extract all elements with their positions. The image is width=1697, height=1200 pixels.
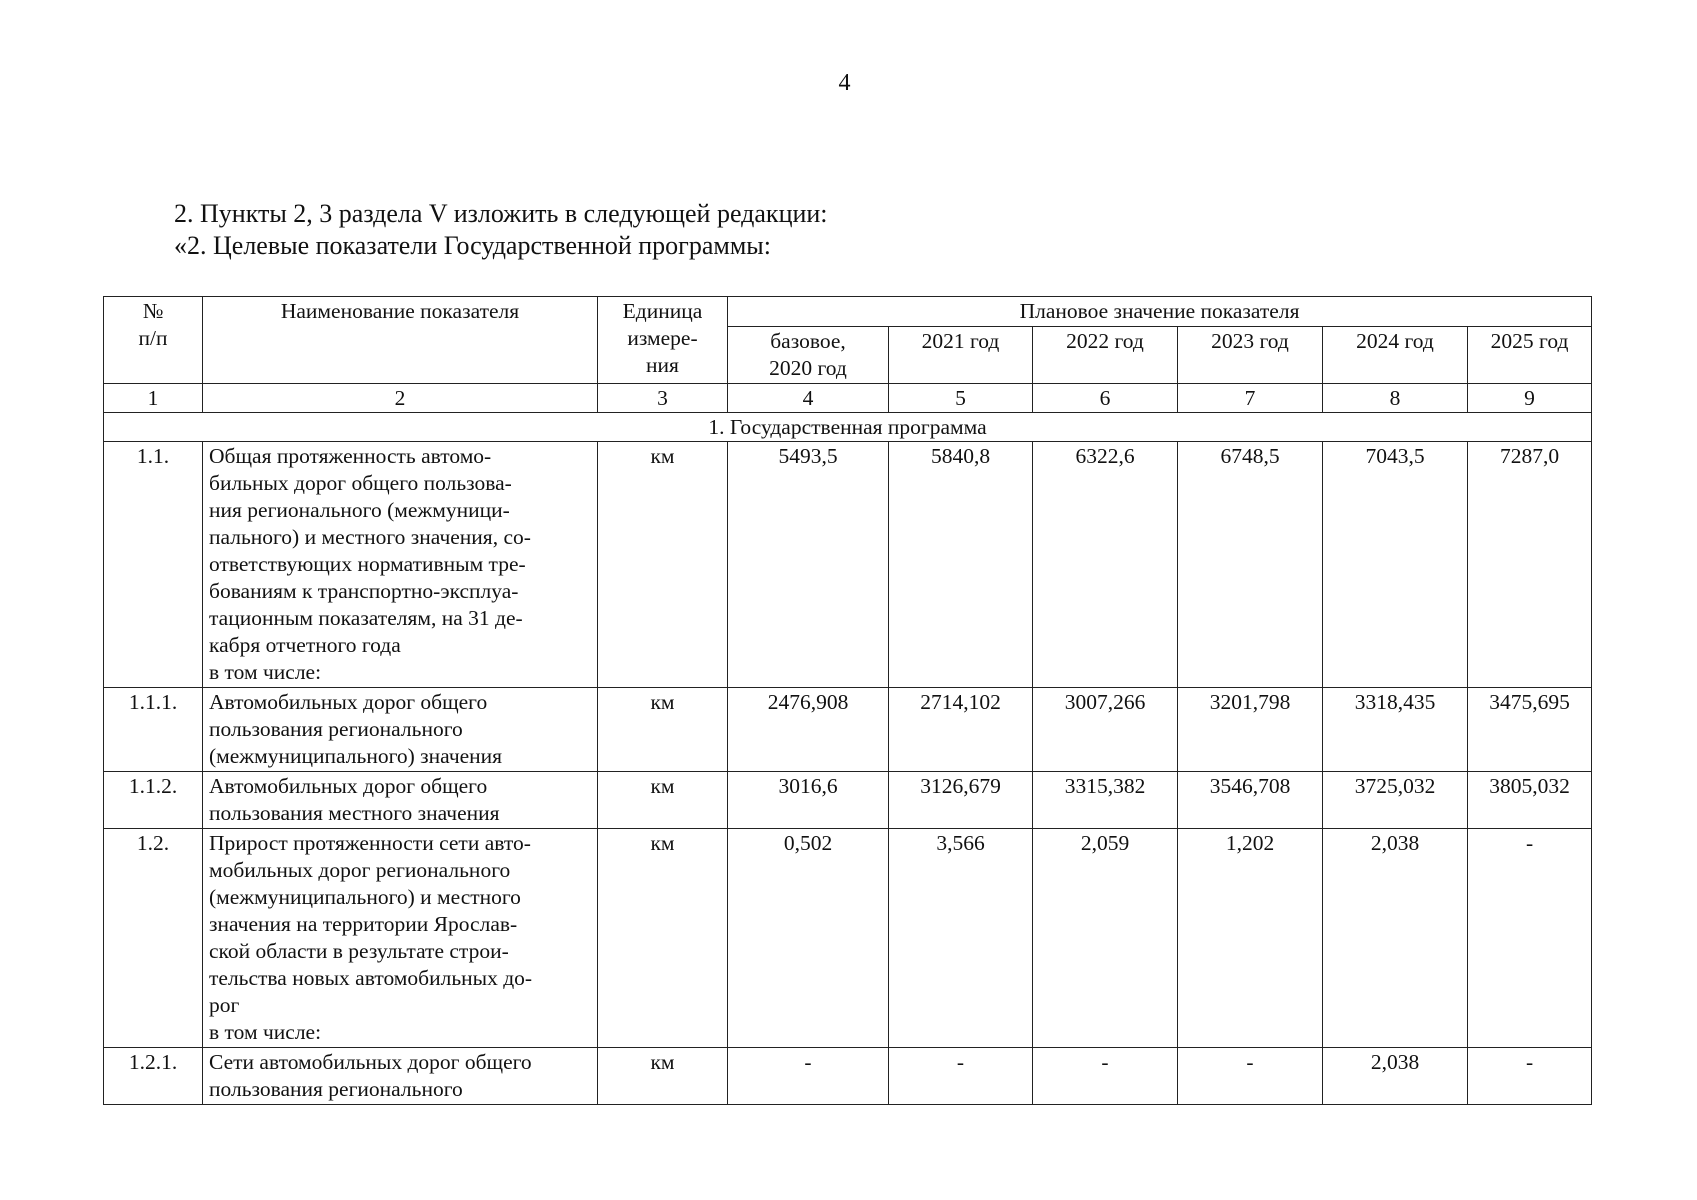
row-number: 1.1.2. [104, 772, 203, 829]
header-unit: Единица измере- ния [598, 297, 728, 384]
unit-of-measure: км [598, 688, 728, 772]
table-row [104, 829, 1592, 1048]
header-year-6: 2022 год [1033, 327, 1178, 384]
unit-of-measure: км [598, 1048, 728, 1105]
plan-value-5: 3,566 [889, 829, 1033, 1048]
column-number-4: 4 [728, 384, 889, 413]
column-number-row [104, 384, 1592, 413]
plan-value-4: 5493,5 [728, 442, 889, 688]
intro-text [174, 198, 828, 262]
plan-value-9: 7287,0 [1468, 442, 1592, 688]
column-number-2: 2 [203, 384, 598, 413]
plan-value-4: 3016,6 [728, 772, 889, 829]
header-year-5: 2021 год [889, 327, 1033, 384]
header-year-4: базовое, 2020 год [728, 327, 889, 384]
plan-value-4: 2476,908 [728, 688, 889, 772]
plan-value-9: 3475,695 [1468, 688, 1592, 772]
column-number-1: 1 [104, 384, 203, 413]
section-row [104, 413, 1592, 442]
plan-value-6: 2,059 [1033, 829, 1178, 1048]
table-row [104, 688, 1592, 772]
indicator-name: Автомобильных дорог общего пользования местного значения [203, 772, 598, 829]
header-row-1 [104, 297, 1592, 327]
plan-value-7: 1,202 [1178, 829, 1323, 1048]
intro-line-1: 2. Пункты 2, 3 раздела V изложить в следующей редакции: [174, 199, 828, 228]
row-number: 1.2. [104, 829, 203, 1048]
header-name: Наименование показателя [203, 297, 598, 384]
plan-value-9: 3805,032 [1468, 772, 1592, 829]
plan-value-9: - [1468, 1048, 1592, 1105]
plan-value-5: - [889, 1048, 1033, 1105]
column-number-5: 5 [889, 384, 1033, 413]
plan-value-8: 2,038 [1323, 1048, 1468, 1105]
indicator-name: Автомобильных дорог общего пользования регионального (межмуниципального) значения [203, 688, 598, 772]
indicator-name: Прирост протяженности сети авто- мобильных дорог регионального (межмуниципального) и местного значения на территории Ярослав- ской области в результате строи- тельства новых автомобильных до- рог в том числе: [203, 829, 598, 1048]
indicators-table [103, 296, 1592, 1105]
row-number: 1.2.1. [104, 1048, 203, 1105]
indicator-name: Сети автомобильных дорог общего пользования регионального [203, 1048, 598, 1105]
page-number: 4 [838, 70, 851, 96]
plan-value-8: 7043,5 [1323, 442, 1468, 688]
indicator-name: Общая протяженность автомо- бильных дорог общего пользова- ния регионального (межмуници- пального) и местного значения, со- ответствующих нормативным тре- бованиям к транспортно-эксплуа- тационным показателям, на 31 де- кабря отчетного года в том числе: [203, 442, 598, 688]
intro-line-2: «2. Целевые показатели Государственной программы: [174, 231, 771, 260]
unit-of-measure: км [598, 442, 728, 688]
plan-value-7: 6748,5 [1178, 442, 1323, 688]
plan-value-8: 3725,032 [1323, 772, 1468, 829]
table-row [104, 442, 1592, 688]
section-title: 1. Государственная программа [104, 413, 1592, 442]
column-number-7: 7 [1178, 384, 1323, 413]
plan-value-8: 3318,435 [1323, 688, 1468, 772]
header-num: № п/п [104, 297, 203, 384]
column-number-6: 6 [1033, 384, 1178, 413]
plan-value-4: - [728, 1048, 889, 1105]
plan-value-7: 3546,708 [1178, 772, 1323, 829]
plan-value-5: 2714,102 [889, 688, 1033, 772]
table-row [104, 1048, 1592, 1105]
unit-of-measure: км [598, 772, 728, 829]
row-number: 1.1.1. [104, 688, 203, 772]
table-row [104, 772, 1592, 829]
header-year-7: 2023 год [1178, 327, 1323, 384]
plan-value-7: - [1178, 1048, 1323, 1105]
column-number-3: 3 [598, 384, 728, 413]
plan-value-4: 0,502 [728, 829, 889, 1048]
row-number: 1.1. [104, 442, 203, 688]
plan-value-6: 3007,266 [1033, 688, 1178, 772]
header-planned-value: Плановое значение показателя [728, 297, 1592, 327]
plan-value-7: 3201,798 [1178, 688, 1323, 772]
header-year-8: 2024 год [1323, 327, 1468, 384]
plan-value-5: 3126,679 [889, 772, 1033, 829]
plan-value-6: 3315,382 [1033, 772, 1178, 829]
header-year-9: 2025 год [1468, 327, 1592, 384]
plan-value-6: 6322,6 [1033, 442, 1178, 688]
column-number-8: 8 [1323, 384, 1468, 413]
plan-value-5: 5840,8 [889, 442, 1033, 688]
column-number-9: 9 [1468, 384, 1592, 413]
plan-value-8: 2,038 [1323, 829, 1468, 1048]
plan-value-6: - [1033, 1048, 1178, 1105]
unit-of-measure: км [598, 829, 728, 1048]
plan-value-9: - [1468, 829, 1592, 1048]
